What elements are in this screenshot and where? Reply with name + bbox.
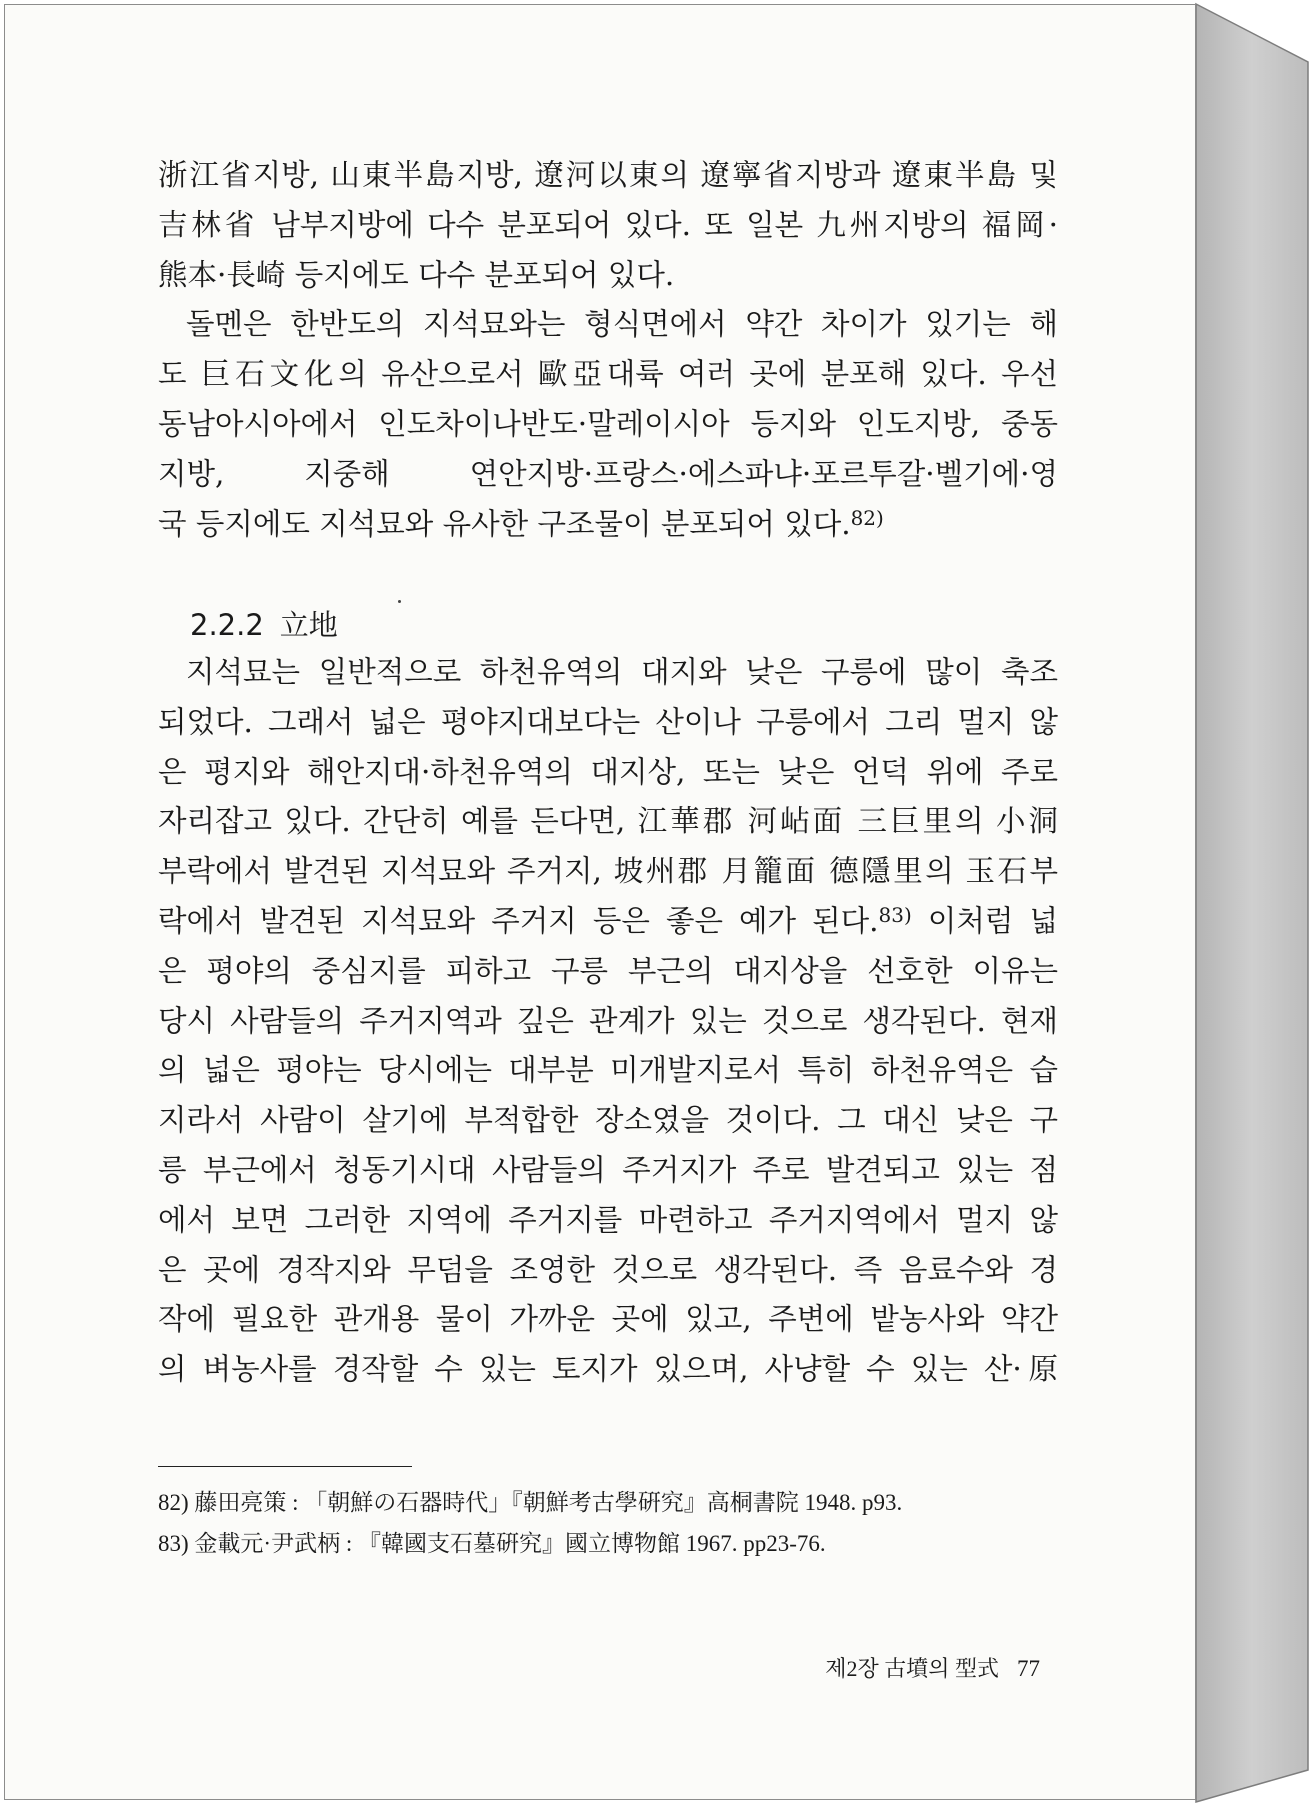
running-footer [620,1652,1040,1683]
footnote-ref-82[interactable]: 82) [850,505,884,530]
body-text-top [158,151,1058,549]
body-line: 吉林省 남부지방에 다수 분포되어 있다. 또 일본 九州지방의 福岡· [158,207,1058,242]
body-line-text: 이처럼 넓 [911,903,1058,938]
section-number: 2.2.2 [190,608,264,642]
body-line: 동남아시아에서 인도차이나반도·말레이시아 등지와 인도지방, 중동 [158,406,1058,441]
body-line: 지방, 지중해 연안지방·프랑스·에스파냐·포르투갈·벨기에·영 [158,456,1058,491]
body-line: 의 넓은 평야는 당시에는 대부분 미개발지로서 특히 하천유역은 습 [158,1053,1058,1088]
body-line: 은 평야의 중심지를 피하고 구릉 부근의 대지상을 선호한 이유는 [158,953,1058,988]
body-line-with-ref [158,500,1058,550]
section-title: 立地 [279,608,338,642]
footnote-divider [158,1466,412,1467]
body-line-with-ref [158,897,1058,947]
body-line: 지석묘는 일반적으로 하천유역의 대지와 낮은 구릉에 많이 축조 [186,655,1058,689]
body-line: 熊本·長崎 등지에도 다수 분포되어 있다. [158,257,675,292]
body-line: 의 벼농사를 경작할 수 있는 토지가 있으며, 사냥할 수 있는 산·原 [158,1352,1058,1387]
body-line-text: 국 등지에도 지석묘와 유사한 구조물이 분포되어 있다. [158,506,851,541]
body-line: 부락에서 발견된 지석묘와 주거지, 坡州郡 月籠面 德隱里의 玉石부 [158,854,1058,889]
footnote-ref-83[interactable]: 83) [878,902,912,927]
running-head: 제2장 古墳의 型式 [825,1656,999,1681]
section-heading [190,603,338,644]
body-line-text: 락에서 발견된 지석묘와 주거지 등은 좋은 예가 된다. [158,903,879,938]
page-number: 77 [1017,1656,1040,1681]
body-line: 자리잡고 있다. 간단히 예를 든다면, 江華郡 河岾面 三巨里의 小洞 [158,804,1058,839]
footnote-82: 82) 藤田亮策 : 「朝鮮の石器時代」『朝鮮考古學硏究』高桐書院 1948. p93. [158,1490,903,1515]
body-line: 지라서 사람이 살기에 부적합한 장소였을 것이다. 그 대신 낮은 구 [158,1103,1058,1138]
body-line: 당시 사람들의 주거지역과 깊은 관계가 있는 것으로 생각된다. 현재 [158,1003,1058,1038]
body-line: 돌멘은 한반도의 지석묘와는 형식면에서 약간 차이가 있기는 해 [186,307,1058,342]
body-text-bottom [158,648,1058,1395]
body-line: 은 곳에 경작지와 무덤을 조영한 것으로 생각된다. 즉 음료수와 경 [158,1252,1058,1287]
body-line: 은 평지와 해안지대·하천유역의 대지상, 또는 낮은 언덕 위에 주로 [158,754,1058,789]
body-line: 에서 보면 그러한 지역에 주거지를 마련하고 주거지역에서 멀지 않 [158,1202,1058,1237]
scan-speck [398,600,401,603]
body-line: 릉 부근에서 청동기시대 사람들의 주거지가 주로 발견되고 있는 점 [158,1152,1058,1187]
body-line: 되었다. 그래서 넓은 평야지대보다는 산이나 구릉에서 그리 멀지 않 [158,704,1058,739]
body-line: 도 巨石文化의 유산으로서 歐亞대륙 여러 곳에 분포해 있다. 우선 [158,357,1058,392]
body-line: 작에 필요한 관개용 물이 가까운 곳에 있고, 주변에 밭농사와 약간 [158,1302,1058,1337]
body-line: 浙江省지방, 山東半島지방, 遼河以東의 遼寧省지방과 遼東半島 및 [158,158,1058,192]
footnotes [158,1482,1058,1564]
footnote-83: 83) 金載元·尹武柄 : 『韓國支石墓硏究』國立博物館 1967. pp23-76. [158,1531,826,1556]
